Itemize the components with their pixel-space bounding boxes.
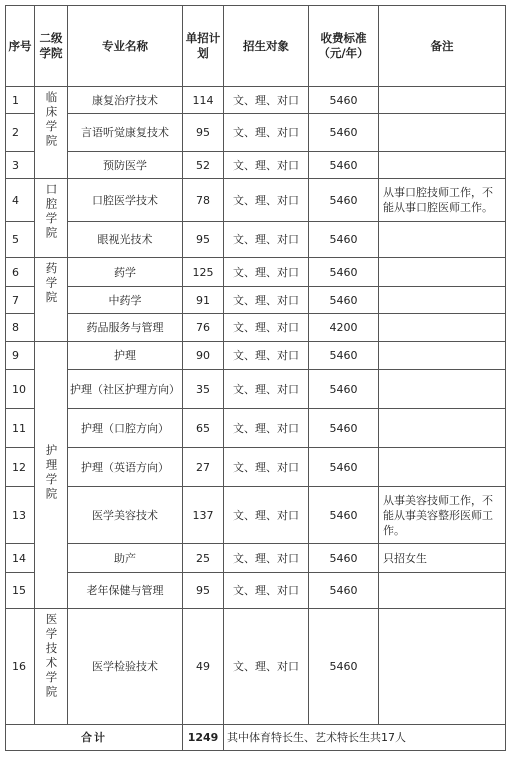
major-name: 护理（口腔方向） — [68, 409, 183, 448]
note-text: 从事美容技师工作，不能从事美容整形医师工作。 — [379, 487, 506, 544]
row-index: 2 — [6, 114, 35, 152]
major-name: 老年保健与管理 — [68, 573, 183, 609]
major-name: 康复治疗技术 — [68, 87, 183, 114]
table-row — [6, 314, 506, 342]
major-name: 护理（英语方向） — [68, 448, 183, 487]
table-row — [6, 114, 506, 152]
target-group: 文、理、对口 — [224, 222, 309, 258]
major-name: 中药学 — [68, 287, 183, 314]
row-index: 6 — [6, 258, 35, 287]
note-text — [379, 114, 506, 152]
row-index: 16 — [6, 609, 35, 725]
major-name: 言语听觉康复技术 — [68, 114, 183, 152]
plan-count: 78 — [183, 179, 224, 222]
plan-count: 25 — [183, 544, 224, 573]
table-row — [6, 448, 506, 487]
major-name: 助产 — [68, 544, 183, 573]
table-row — [6, 287, 506, 314]
major-name: 预防医学 — [68, 152, 183, 179]
note-text: 只招女生 — [379, 544, 506, 573]
target-group: 文、理、对口 — [224, 179, 309, 222]
fee-value: 5460 — [309, 370, 379, 409]
target-group: 文、理、对口 — [224, 609, 309, 725]
target-group: 文、理、对口 — [224, 487, 309, 544]
school-cell — [35, 342, 68, 609]
note-text — [379, 287, 506, 314]
table-row — [6, 573, 506, 609]
row-index: 8 — [6, 314, 35, 342]
plan-count: 95 — [183, 573, 224, 609]
target-group: 文、理、对口 — [224, 258, 309, 287]
target-group: 文、理、对口 — [224, 287, 309, 314]
table-row — [6, 152, 506, 179]
header-plan: 单招计划 — [183, 6, 224, 87]
table-row — [6, 544, 506, 573]
header-index: 序号 — [6, 6, 35, 87]
header-fee: 收费标准（元/年） — [309, 6, 379, 87]
plan-count: 27 — [183, 448, 224, 487]
note-text — [379, 448, 506, 487]
major-name: 护理（社区护理方向） — [68, 370, 183, 409]
total-row — [6, 725, 506, 751]
major-name: 护理 — [68, 342, 183, 370]
fee-value: 5460 — [309, 287, 379, 314]
header-note: 备注 — [379, 6, 506, 87]
fee-value: 5460 — [309, 258, 379, 287]
target-group: 文、理、对口 — [224, 342, 309, 370]
school-name: 口腔学院 — [44, 183, 59, 241]
plan-count: 52 — [183, 152, 224, 179]
major-name: 口腔医学技术 — [68, 179, 183, 222]
total-note: 其中体育特长生、艺术特长生共17人 — [224, 725, 506, 751]
plan-count: 125 — [183, 258, 224, 287]
major-name: 药品服务与管理 — [68, 314, 183, 342]
table-row — [6, 258, 506, 287]
header-row — [6, 6, 506, 87]
note-text — [379, 152, 506, 179]
fee-value: 5460 — [309, 179, 379, 222]
fee-value: 5460 — [309, 544, 379, 573]
fee-value: 5460 — [309, 448, 379, 487]
enrollment-plan-table — [5, 5, 506, 751]
row-index: 15 — [6, 573, 35, 609]
plan-count: 49 — [183, 609, 224, 725]
fee-value: 5460 — [309, 152, 379, 179]
row-index: 10 — [6, 370, 35, 409]
note-text — [379, 342, 506, 370]
note-text: 从事口腔技师工作，不能从事口腔医师工作。 — [379, 179, 506, 222]
major-name: 药学 — [68, 258, 183, 287]
fee-value: 5460 — [309, 487, 379, 544]
fee-value: 5460 — [309, 573, 379, 609]
row-index: 9 — [6, 342, 35, 370]
plan-count: 95 — [183, 114, 224, 152]
fee-value: 5460 — [309, 222, 379, 258]
table-row — [6, 487, 506, 544]
row-index: 7 — [6, 287, 35, 314]
row-index: 3 — [6, 152, 35, 179]
school-cell — [35, 609, 68, 725]
table-row — [6, 222, 506, 258]
fee-value: 5460 — [309, 114, 379, 152]
row-index: 11 — [6, 409, 35, 448]
header-major: 专业名称 — [68, 6, 183, 87]
plan-count: 137 — [183, 487, 224, 544]
plan-count: 90 — [183, 342, 224, 370]
header-target: 招生对象 — [224, 6, 309, 87]
note-text — [379, 573, 506, 609]
table-row — [6, 342, 506, 370]
school-name: 临床学院 — [44, 91, 59, 149]
target-group: 文、理、对口 — [224, 544, 309, 573]
table-row — [6, 409, 506, 448]
row-index: 13 — [6, 487, 35, 544]
target-group: 文、理、对口 — [224, 314, 309, 342]
plan-count: 91 — [183, 287, 224, 314]
note-text — [379, 409, 506, 448]
school-cell — [35, 258, 68, 342]
row-index: 4 — [6, 179, 35, 222]
school-name: 护理学院 — [44, 444, 59, 502]
table-row — [6, 370, 506, 409]
table-row — [6, 609, 506, 725]
major-name: 眼视光技术 — [68, 222, 183, 258]
plan-count: 35 — [183, 370, 224, 409]
row-index: 5 — [6, 222, 35, 258]
plan-count: 76 — [183, 314, 224, 342]
target-group: 文、理、对口 — [224, 114, 309, 152]
plan-count: 95 — [183, 222, 224, 258]
target-group: 文、理、对口 — [224, 448, 309, 487]
note-text — [379, 609, 506, 725]
target-group: 文、理、对口 — [224, 573, 309, 609]
target-group: 文、理、对口 — [224, 87, 309, 114]
plan-count: 65 — [183, 409, 224, 448]
fee-value: 5460 — [309, 609, 379, 725]
note-text — [379, 222, 506, 258]
table-row — [6, 179, 506, 222]
plan-count: 114 — [183, 87, 224, 114]
row-index: 14 — [6, 544, 35, 573]
major-name: 医学检验技术 — [68, 609, 183, 725]
total-plan: 1249 — [183, 725, 224, 751]
school-cell — [35, 179, 68, 258]
total-label: 合计 — [6, 725, 183, 751]
target-group: 文、理、对口 — [224, 370, 309, 409]
fee-value: 5460 — [309, 87, 379, 114]
fee-value: 5460 — [309, 409, 379, 448]
major-name: 医学美容技术 — [68, 487, 183, 544]
target-group: 文、理、对口 — [224, 152, 309, 179]
row-index: 1 — [6, 87, 35, 114]
table-row — [6, 87, 506, 114]
row-index: 12 — [6, 448, 35, 487]
note-text — [379, 314, 506, 342]
school-name: 药学院 — [44, 262, 59, 306]
note-text — [379, 258, 506, 287]
note-text — [379, 87, 506, 114]
school-cell — [35, 87, 68, 179]
target-group: 文、理、对口 — [224, 409, 309, 448]
school-name: 医学技术学院 — [44, 613, 59, 700]
fee-value: 4200 — [309, 314, 379, 342]
note-text — [379, 370, 506, 409]
header-school: 二级学院 — [35, 6, 68, 87]
fee-value: 5460 — [309, 342, 379, 370]
